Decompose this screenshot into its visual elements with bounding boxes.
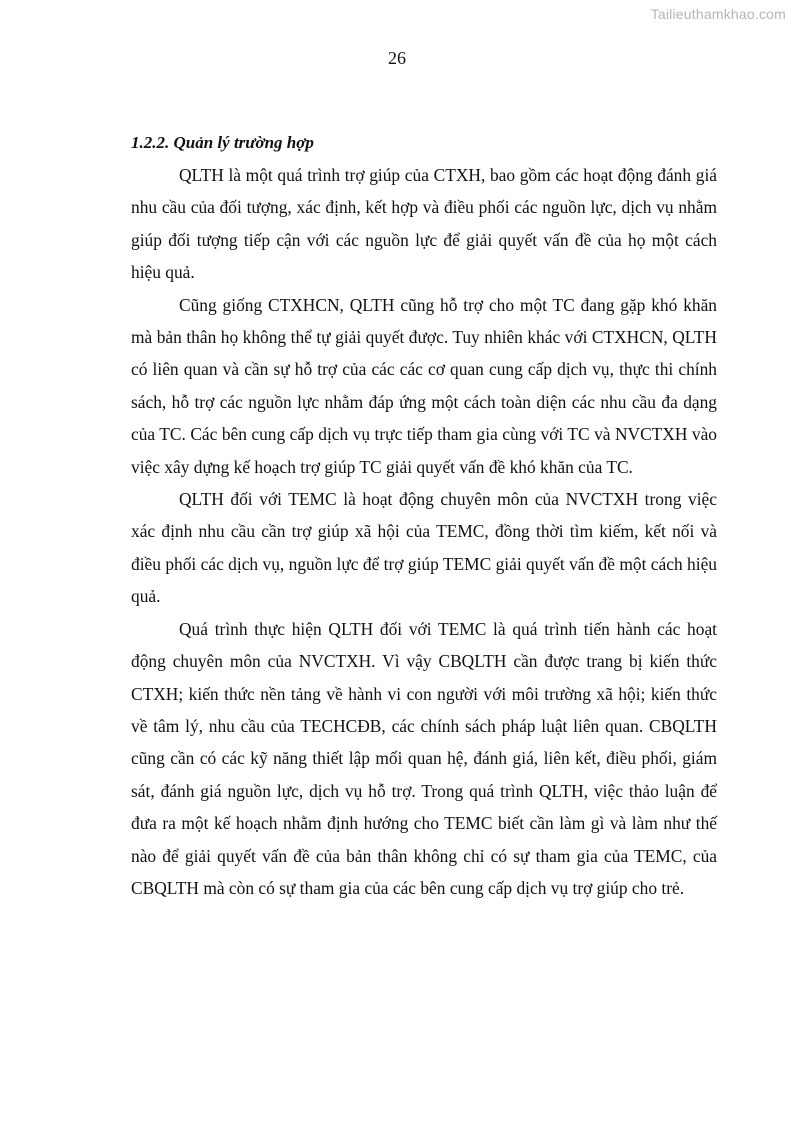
paragraph-3: QLTH đối với TEMC là hoạt động chuyên môn của NVCTXH trong việc xác định nhu cầu cần trợ giúp xã hội của TEMC, đồng thời tìm kiếm, kết nối và điều phối các dịch vụ, nguồn lực để trợ giúp TEMC giải quyết vấn đề một cách hiệu quả. [131,489,717,607]
paragraph-2: Cũng giống CTXHCN, QLTH cũng hỗ trợ cho một TC đang gặp khó khăn mà bản thân họ không thể tự giải quyết được. Tuy nhiên khác với CTXHCN, QLTH có liên quan và cần sự hỗ trợ của các các cơ quan cung cấp dịch vụ, thực thi chính sách, hỗ trợ các nguồn lực nhằm đáp ứng một cách toàn diện các nhu cầu đa dạng của TC. Các bên cung cấp dịch vụ trực tiếp tham gia cùng với TC và NVCTXH vào việc xây dựng kế hoạch trợ giúp TC giải quyết vấn đề khó khăn của TC. [131,294,717,477]
document-body [131,127,717,904]
paragraph-1: QLTH là một quá trình trợ giúp của CTXH, bao gồm các hoạt động đánh giá nhu cầu của đối tượng, xác định, kết hợp và điều phối các nguồn lực, dịch vụ nhằm giúp đối tượng tiếp cận với các nguồn lực để giải quyết vấn đề của họ một cách hiệu quả. [131,165,717,283]
paragraph-4: Quá trình thực hiện QLTH đối với TEMC là quá trình tiến hành các hoạt động chuyên môn của NVCTXH. Vì vậy CBQLTH cần được trang bị kiến thức CTXH; kiến thức nền tảng về hành vi con người với môi trường xã hội; kiến thức về tâm lý, nhu cầu của TECHCĐB, các chính sách pháp luật liên quan. CBQLTH cũng cần có các kỹ năng thiết lập mối quan hệ, đánh giá, liên kết, điều phối, giám sát, đánh giá nguồn lực, dịch vụ hỗ trợ. Trong quá trình QLTH, việc thảo luận để đưa ra một kế hoạch nhằm định hướng cho TEMC biết cần làm gì và làm như thế nào để giải quyết vấn đề của bản thân không chỉ có sự tham gia của TEMC, của CBQLTH mà còn có sự tham gia của các bên cung cấp dịch vụ trợ giúp cho trẻ. [131,618,717,898]
page-number: 26 [388,48,406,68]
section-heading: 1.2.2. Quản lý trường hợp [131,133,314,152]
watermark-text: Tailieuthamkhao.com [650,6,786,22]
